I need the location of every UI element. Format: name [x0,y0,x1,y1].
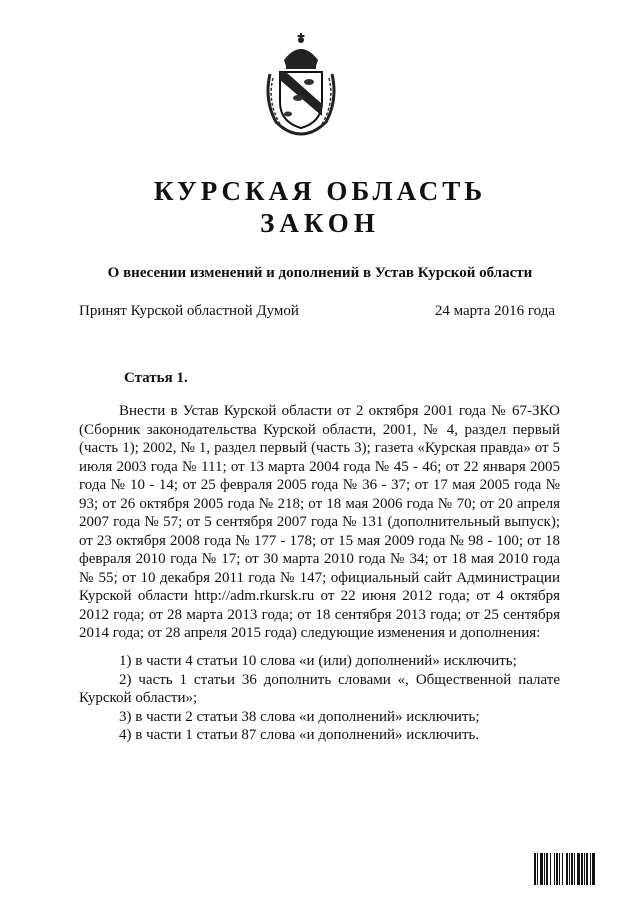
barcode-bar [556,853,558,885]
list-item: 1) в части 4 статьи 10 слова «и (или) дополнений» исключить; [119,653,517,669]
article-heading: Статья 1. [124,370,188,386]
barcode-icon [534,853,620,885]
barcode-bar [586,853,588,885]
list-item: 3) в части 2 статьи 38 слова «и дополнений» исключить; [119,708,480,725]
barcode-bar [559,853,560,885]
barcode-bar [592,853,595,885]
barcode-bar [590,853,591,885]
list-item: 4) в части 1 статьи 87 слова «и дополнений» исключить. [119,727,480,743]
document-type-title: ЗАКОН [260,208,380,238]
barcode-bar [546,853,548,885]
coat-of-arms-icon [262,30,340,136]
barcode-bar [554,853,555,885]
barcode-bar [562,853,563,885]
region-title: КУРСКАЯ ОБЛАСТЬ [153,176,487,206]
barcode-bar [574,853,575,885]
barcode-bar [540,853,543,885]
adoption-date: 24 марта 2016 года [434,303,555,319]
barcode-bar [571,853,573,885]
adopted-by: Принят Курской областной Думой [79,303,299,319]
barcode-bar [577,853,580,885]
amendment-list [79,652,560,745]
barcode-bar [550,853,551,885]
barcode-bar [534,853,536,885]
barcode-bar [581,853,583,885]
barcode-bar [569,853,570,885]
barcode-bar [584,853,585,885]
barcode-bar [566,853,568,885]
list-item: 2) часть 1 статьи 36 дополнить словами «, Общественной палате Курской области»; [79,671,560,706]
barcode-bar [537,853,538,885]
article-intro: Внести в Устав Курской области от 2 октября 2001 года № 67-ЗКО (Сборник законодательства Курской области, 2001, № 4, раздел первый (часть 1); 2002, № 1, раздел первый (часть 3); газета «Курская правда» от 5 июля 2003 года № 111; от 13 марта 2004 года № 45 - 46; от 22 января 2005 года № 10 - 14; от 25 февраля 2005 года № 36 - 37; от 17 мая 2005 года № 93; от 26 октября 2005 года № 218; от 18 мая 2006 года № 70; от 20 апреля 2007 года № 57; от 5 сентября 2007 года № 131 (дополнительный выпуск); от 23 октября 2008 года № 177 - 178; от 15 мая 2009 года № 98 - 100; от 18 февраля 2010 года № 17; от 30 марта 2010 года № 34; от 18 мая 2010 года № 55; от 10 декабря 2011 года № 147; официальный сайт Администрации Курской области http://adm.rkursk.ru от 22 июня 2012 года; от 4 октября 2012 года; от 28 марта 2013 года; от 18 сентября 2013 года; от 25 сентября 2014 года; от 28 апреля 2015 года) следующие изменения и дополнения: [79,403,560,641]
law-subject: О внесении изменений и дополнений в Устав Курской области [107,265,533,281]
barcode-bar [544,853,545,885]
